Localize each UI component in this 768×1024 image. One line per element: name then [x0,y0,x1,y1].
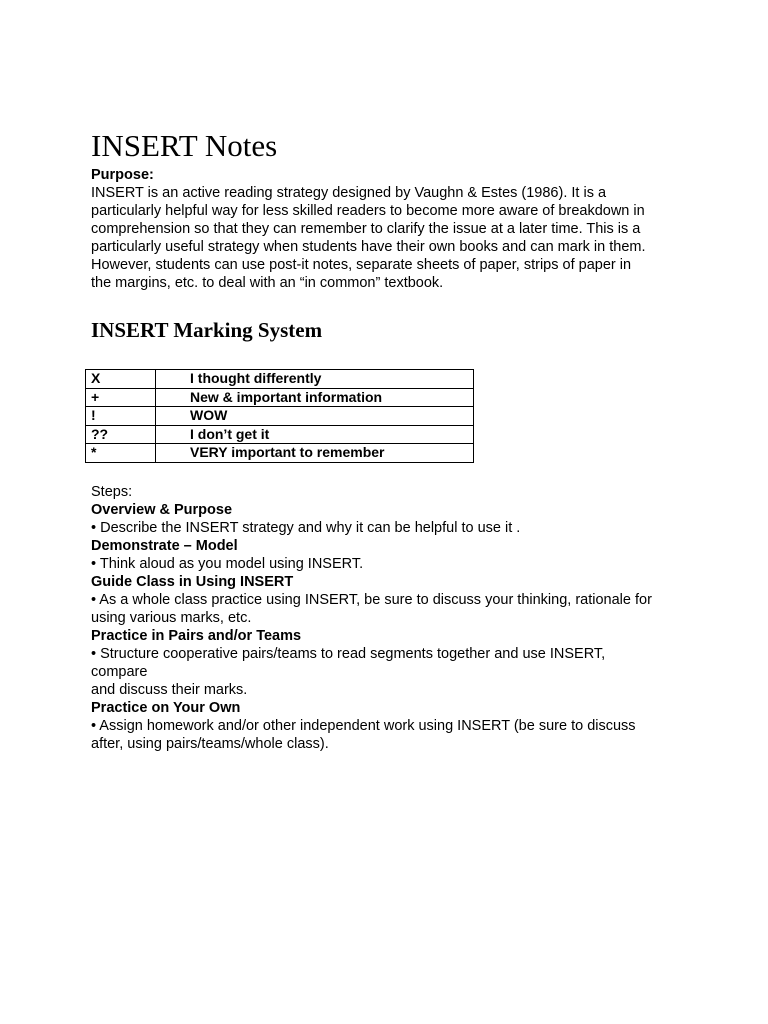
purpose-line: comprehension so that they can remember to clarify the issue at a later time. This is a [91,221,641,237]
mark-symbol: X [86,370,156,389]
step-heading: Guide Class in Using INSERT [91,574,294,590]
step-text: • Structure cooperative pairs/teams to read segments together and use INSERT, [91,646,606,662]
step-text: compare [91,664,148,680]
table-row [86,444,474,463]
step-heading: Practice on Your Own [91,700,241,716]
steps-label: Steps: [91,484,133,500]
mark-meaning: WOW [156,407,474,426]
marking-system-table [85,369,474,463]
page-title: INSERT Notes [91,128,278,163]
mark-symbol: * [86,444,156,463]
purpose-line: particularly useful strategy when students have their own books and can mark in them. [91,239,646,255]
step-text: • Describe the INSERT strategy and why it can be helpful to use it . [91,520,521,536]
step-text: after, using pairs/teams/whole class). [91,736,329,752]
table-row [86,407,474,426]
mark-symbol: ! [86,407,156,426]
step-text: • Think aloud as you model using INSERT. [91,556,364,572]
step-heading: Practice in Pairs and/or Teams [91,628,302,644]
step-text: using various marks, etc. [91,610,252,626]
document-page [91,128,691,752]
step-text: and discuss their marks. [91,682,248,698]
steps-section [91,483,691,753]
table-row [86,425,474,444]
mark-meaning: I don’t get it [156,425,474,444]
table-row [86,370,474,389]
mark-meaning: I thought differently [156,370,474,389]
purpose-line: INSERT is an active reading strategy designed by Vaughn & Estes (1986). It is a [91,185,607,201]
marking-system-heading: INSERT Marking System [91,318,323,342]
purpose-paragraph [91,184,681,292]
mark-symbol: + [86,388,156,407]
purpose-line: the margins, etc. to deal with an “in common” textbook. [91,275,444,291]
step-heading: Overview & Purpose [91,502,233,518]
step-heading: Demonstrate – Model [91,538,238,554]
table-row [86,388,474,407]
mark-symbol: ?? [86,425,156,444]
purpose-line: However, students can use post-it notes, separate sheets of paper, strips of paper in [91,257,632,273]
step-text: • Assign homework and/or other independent work using INSERT (be sure to discuss [91,718,636,734]
mark-meaning: VERY important to remember [156,444,474,463]
mark-meaning: New & important information [156,388,474,407]
purpose-line: particularly helpful way for less skilled readers to become more aware of breakdown in [91,203,645,219]
step-text: • As a whole class practice using INSERT, be sure to discuss your thinking, rationale for [91,592,652,608]
purpose-label: Purpose: [91,167,154,183]
